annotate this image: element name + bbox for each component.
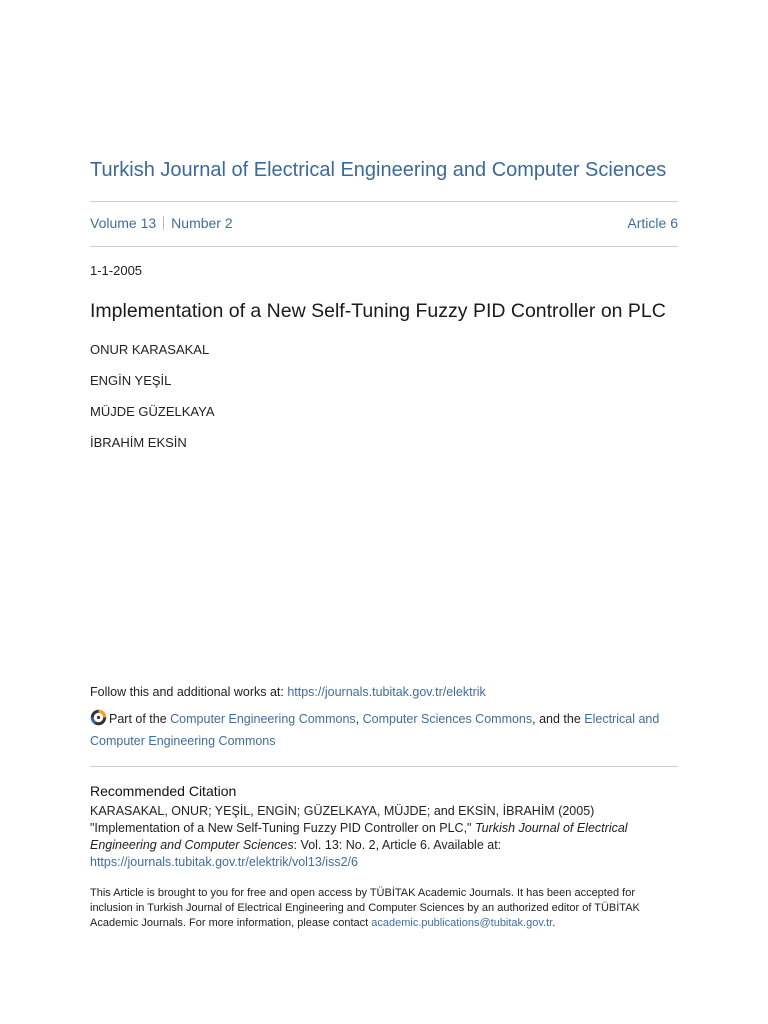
divider-issue xyxy=(90,246,678,247)
contact-email-link[interactable]: academic.publications@tubitak.gov.tr xyxy=(371,917,553,929)
divider-citation xyxy=(90,766,678,767)
author-list xyxy=(90,341,214,465)
citation-url-link[interactable]: https://journals.tubitak.gov.tr/elektrik/vol13/iss2/6 xyxy=(90,855,358,869)
citation-text xyxy=(90,803,680,871)
paper-title: Implementation of a New Self-Tuning Fuzzy PID Controller on PLC xyxy=(90,300,666,322)
author-name: İBRAHİM EKSİN xyxy=(90,435,187,450)
computer-engineering-commons-link[interactable]: Computer Engineering Commons xyxy=(170,712,356,726)
issue-bar xyxy=(90,213,678,233)
divider-top xyxy=(90,201,678,202)
article-link[interactable]: Article 6 xyxy=(627,215,678,231)
author-name: ONUR KARASAKAL xyxy=(90,342,210,357)
computer-sciences-commons-link[interactable]: Computer Sciences Commons xyxy=(362,712,533,726)
author-name: MÜJDE GÜZELKAYA xyxy=(90,404,215,419)
electrical-computer-engineering-commons-link[interactable]: Electrical and Computer Engineering Commons xyxy=(90,712,660,748)
part-of-prefix: Part of the xyxy=(109,712,171,726)
citation-authors-title: KARASAKAL, ONUR; YEŞİL, ENGİN; GÜZELKAYA, MÜJDE; and EKSİN, İBRAHİM (2005) "Implementation of a New Self-Tuning Fuzzy PID Controller on PLC," xyxy=(90,804,595,835)
follow-url-link[interactable]: https://journals.tubitak.gov.tr/elektrik xyxy=(287,685,486,699)
network-commons-icon xyxy=(90,709,107,726)
journal-title[interactable]: Turkish Journal of Electrical Engineering and Computer Sciences xyxy=(90,159,667,181)
author-name: ENGİN YEŞİL xyxy=(90,373,172,388)
commons-separator: , xyxy=(355,712,363,726)
access-notice xyxy=(90,886,670,931)
volume-link[interactable]: Volume 13 xyxy=(90,215,157,231)
part-of-line xyxy=(90,708,678,752)
publication-date: 1-1-2005 xyxy=(90,263,143,278)
number-link[interactable]: Number 2 xyxy=(171,215,233,231)
access-notice-end: . xyxy=(552,917,556,929)
follow-label: Follow this and additional works at: xyxy=(90,685,288,699)
commons-separator-and: , and the xyxy=(532,712,585,726)
issue-separator xyxy=(163,216,164,230)
citation-heading: Recommended Citation xyxy=(90,783,237,799)
access-notice-text: This Article is brought to you for free and open access by TÜBİTAK Academic Journals. It has been accepted for inclusion in Turkish Journal of Electrical Engineering and Computer Sciences by an authorized editor of TÜBİTAK Academic Journals. For more information, please contact xyxy=(90,887,640,929)
citation-volume-info: : Vol. 13: No. 2, Article 6. Available at: xyxy=(293,838,502,852)
follow-line xyxy=(90,684,486,701)
citation-journal: Turkish Journal of Electrical Engineering and Computer Sciences xyxy=(90,821,628,852)
